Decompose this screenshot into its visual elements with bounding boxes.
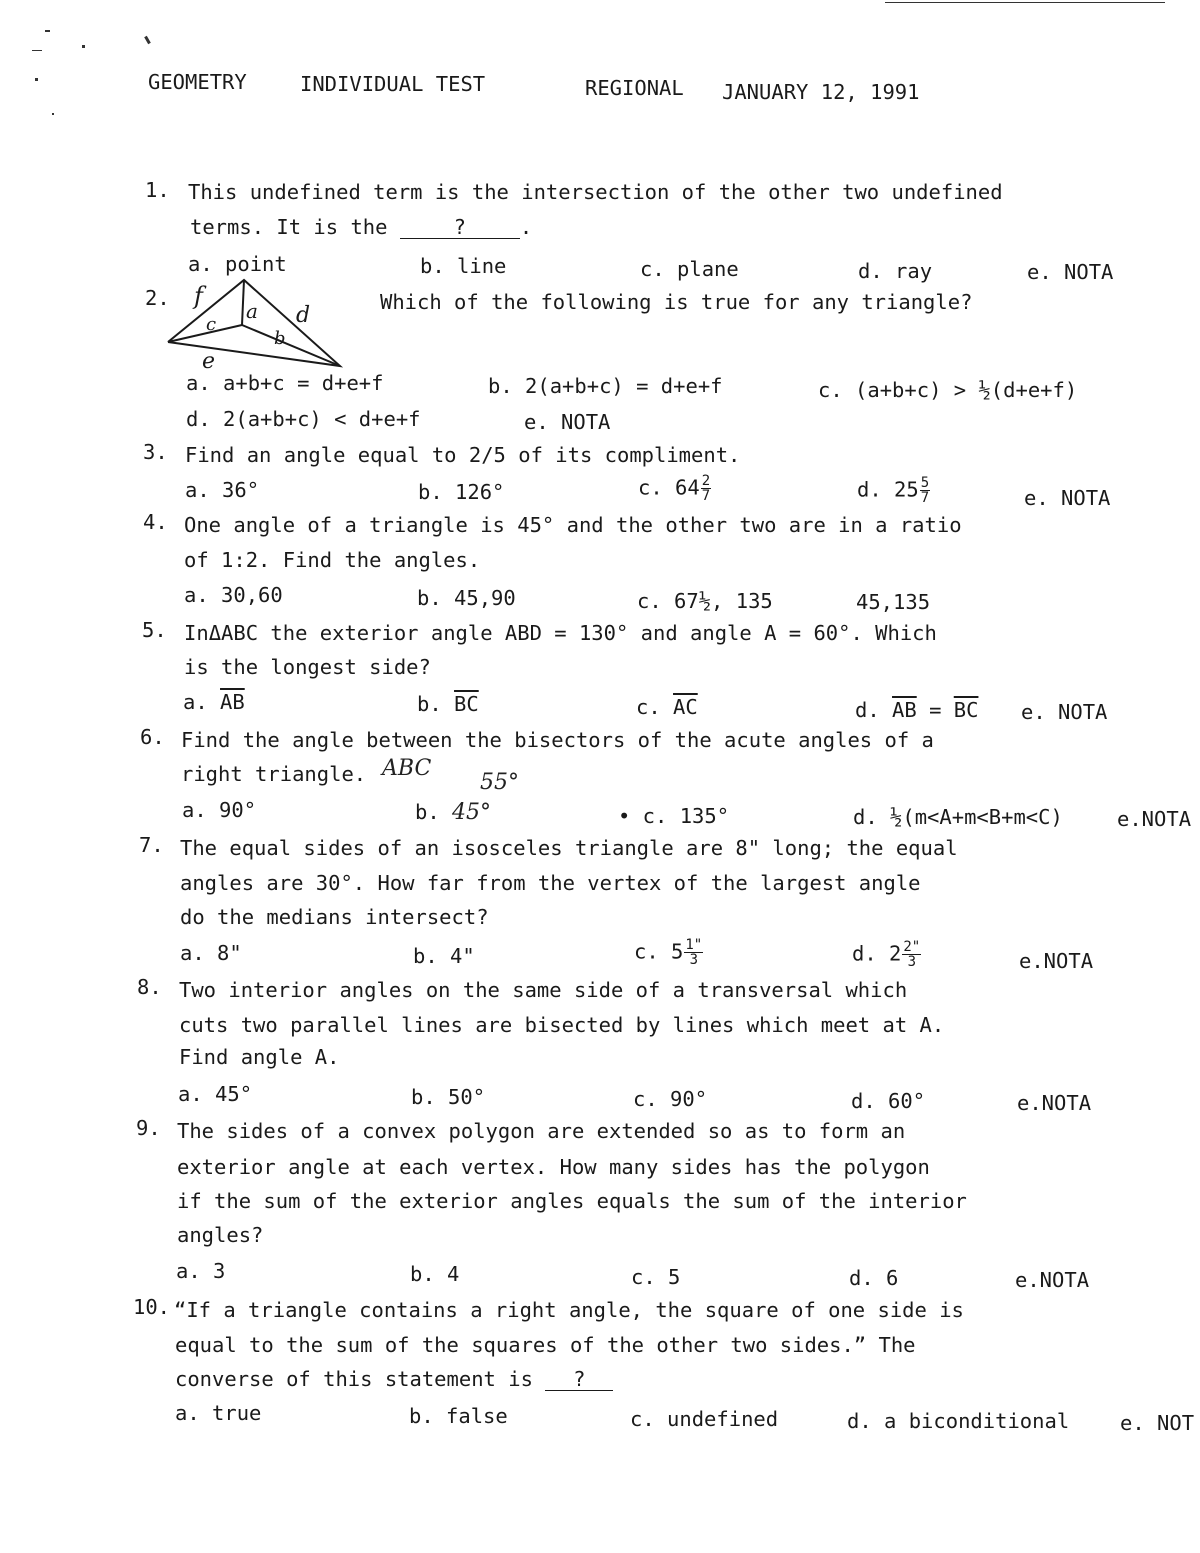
question-text: InΔABC the exterior angle ABD = 130° and angle A = 60°. Which xyxy=(184,621,937,645)
figure-label: c xyxy=(206,314,217,335)
header-test-type: INDIVIDUAL TEST xyxy=(300,72,486,96)
question-text: Find angle A. xyxy=(179,1045,340,1069)
option-e: e.NOTA xyxy=(1015,1268,1090,1292)
option-e: e.NOTA xyxy=(1019,949,1094,973)
option-b: b. false xyxy=(409,1404,508,1428)
fraction: $\frac{1"}{3}$ xyxy=(685,937,703,968)
scan-speck xyxy=(144,36,151,44)
option-b: b. 45,90 xyxy=(417,586,516,610)
handwritten-note: 55° xyxy=(480,770,519,795)
question-number: 8. xyxy=(137,975,162,999)
question-text: Which of the following is true for any triangle? xyxy=(380,290,973,314)
scan-speck xyxy=(32,50,42,51)
question-text: converse of this statement is ? xyxy=(175,1369,613,1391)
option-b: b. 4 xyxy=(410,1262,460,1286)
option-b: b. $\overline{BC}$ xyxy=(417,692,479,716)
option-c: c. 67½, 135 xyxy=(637,589,773,613)
option-d: d. 60° xyxy=(851,1089,926,1113)
option-a: a. true xyxy=(175,1401,262,1425)
question-text: angles? xyxy=(177,1223,264,1247)
figure-label: e xyxy=(202,349,216,374)
answer-blank: ? xyxy=(545,1369,613,1391)
scan-speck xyxy=(52,113,54,115)
question-text: exterior angle at each vertex. How many sides has the polygon xyxy=(177,1155,930,1179)
question-text: is the longest side? xyxy=(184,655,431,679)
question-text: cuts two parallel lines are bisected by lines which meet at A. xyxy=(179,1013,945,1037)
option-d: d. 2 $\frac{2"}{3}$ xyxy=(852,939,921,970)
option-d: d. a biconditional xyxy=(847,1409,1070,1433)
question-number: 7. xyxy=(139,833,164,857)
question-text: One angle of a triangle is 45° and the other two are in a ratio xyxy=(184,513,962,537)
option-c: c. 5 xyxy=(631,1265,681,1289)
option-c: c. $\overline{AC}$ xyxy=(636,695,698,719)
option-e: e. NOTA xyxy=(1021,700,1108,724)
option-e: e. NOTA xyxy=(524,410,611,434)
option-a: a. 36° xyxy=(185,478,260,502)
option-a: a. point xyxy=(188,252,287,276)
option-c: c. 5 $\frac{1"}{3}$ xyxy=(634,937,703,968)
question-number: 2. xyxy=(145,286,170,310)
option-a: a. 8" xyxy=(180,941,242,965)
scan-speck xyxy=(35,78,38,81)
option-a: a. 30,60 xyxy=(184,583,283,607)
fraction: $\frac{2"}{3}$ xyxy=(903,939,921,970)
option-b: b. 45° xyxy=(415,800,492,825)
handwritten-note: 45° xyxy=(452,800,492,825)
answer-blank: ? xyxy=(400,217,520,239)
option-e: e.NOTA xyxy=(1117,807,1192,831)
option-d: d. $\overline{AB} = \overline{BC}$ xyxy=(855,698,979,722)
question-number: 6. xyxy=(140,725,165,749)
question-number: 1. xyxy=(145,178,170,202)
option-c: c. plane xyxy=(640,257,739,281)
option-e: e. NOTA xyxy=(1024,486,1111,510)
option-e: e.NOTA xyxy=(1017,1091,1092,1115)
option-a: a. 45° xyxy=(178,1082,253,1106)
question-number: 5. xyxy=(142,618,167,642)
question-number: 4. xyxy=(143,510,168,534)
question-text: Find an angle equal to 2/5 of its compliment. xyxy=(185,443,741,467)
question-text: do the medians intersect? xyxy=(180,905,489,929)
scan-speck xyxy=(45,30,50,32)
header-subject: GEOMETRY xyxy=(148,70,247,94)
triangle-symbol: Δ xyxy=(208,621,222,645)
option-b: b. 50° xyxy=(411,1085,486,1109)
option-b: b. 4" xyxy=(413,944,475,968)
option-c: • c. 135° xyxy=(618,804,730,828)
question-text: if the sum of the exterior angles equals the sum of the interior xyxy=(177,1189,967,1213)
fraction: $\frac{5}{7}$ xyxy=(920,475,930,506)
option-e: e. NOT xyxy=(1120,1411,1195,1435)
option-d: 45,135 xyxy=(856,590,931,614)
figure-label: a xyxy=(246,299,258,323)
header-level: REGIONAL xyxy=(585,76,684,100)
option-c: c. (a+b+c) > ½(d+e+f) xyxy=(818,378,1078,402)
question-text: Two interior angles on the same side of a transversal which xyxy=(179,978,908,1002)
question-text: “If a triangle contains a right angle, the square of one side is xyxy=(174,1298,964,1322)
option-a: a. 3 xyxy=(176,1259,226,1283)
option-a: a. a+b+c = d+e+f xyxy=(186,371,384,395)
question-text: of 1:2. Find the angles. xyxy=(184,548,481,572)
option-d: d. ½(m<A+m<B+m<C) xyxy=(853,805,1063,829)
header-date: JANUARY 12, 1991 xyxy=(722,80,920,104)
question-number: 9. xyxy=(136,1116,161,1140)
handwritten-note: ABC xyxy=(382,756,432,781)
question-text: terms. It is the ? . xyxy=(190,215,533,239)
question-number: 10. xyxy=(133,1295,171,1319)
scan-speck xyxy=(82,45,85,48)
option-c: c. 90° xyxy=(633,1087,708,1111)
triangle-figure xyxy=(160,270,350,375)
top-rule xyxy=(885,2,1165,3)
option-d: d. 2(a+b+c) < d+e+f xyxy=(186,407,421,431)
figure-label: d xyxy=(296,303,311,328)
option-d: d. 25 $\frac{5}{7}$ xyxy=(857,475,930,506)
question-text: angles are 30°. How far from the vertex of the largest angle xyxy=(180,871,921,895)
option-c: c. 64 $\frac{2}{7}$ xyxy=(638,473,711,504)
figure-label: f xyxy=(194,282,203,310)
option-a: a. $\overline{AB}$ xyxy=(183,690,245,714)
option-d: d. 6 xyxy=(849,1266,899,1290)
question-number: 3. xyxy=(143,440,168,464)
option-c: c. undefined xyxy=(630,1407,779,1431)
question-text: right triangle. xyxy=(181,762,367,786)
option-b: b. 2(a+b+c) = d+e+f xyxy=(488,374,723,398)
question-text: Find the angle between the bisectors of the acute angles of a xyxy=(181,728,934,752)
question-text: The sides of a convex polygon are extended so as to form an xyxy=(177,1119,906,1143)
figure-label: b xyxy=(274,328,286,349)
option-d: d. ray xyxy=(858,259,933,283)
option-b: b. line xyxy=(420,254,507,278)
question-text: This undefined term is the intersection of the other two undefined xyxy=(188,180,1003,204)
option-e: e. NOTA xyxy=(1027,260,1114,284)
question-text: The equal sides of an isosceles triangle are 8" long; the equal xyxy=(180,836,958,860)
option-b: b. 126° xyxy=(418,480,505,504)
question-text: equal to the sum of the squares of the other two sides.” The xyxy=(175,1333,916,1357)
option-a: a. 90° xyxy=(182,798,257,822)
fraction: $\frac{2}{7}$ xyxy=(701,473,711,504)
